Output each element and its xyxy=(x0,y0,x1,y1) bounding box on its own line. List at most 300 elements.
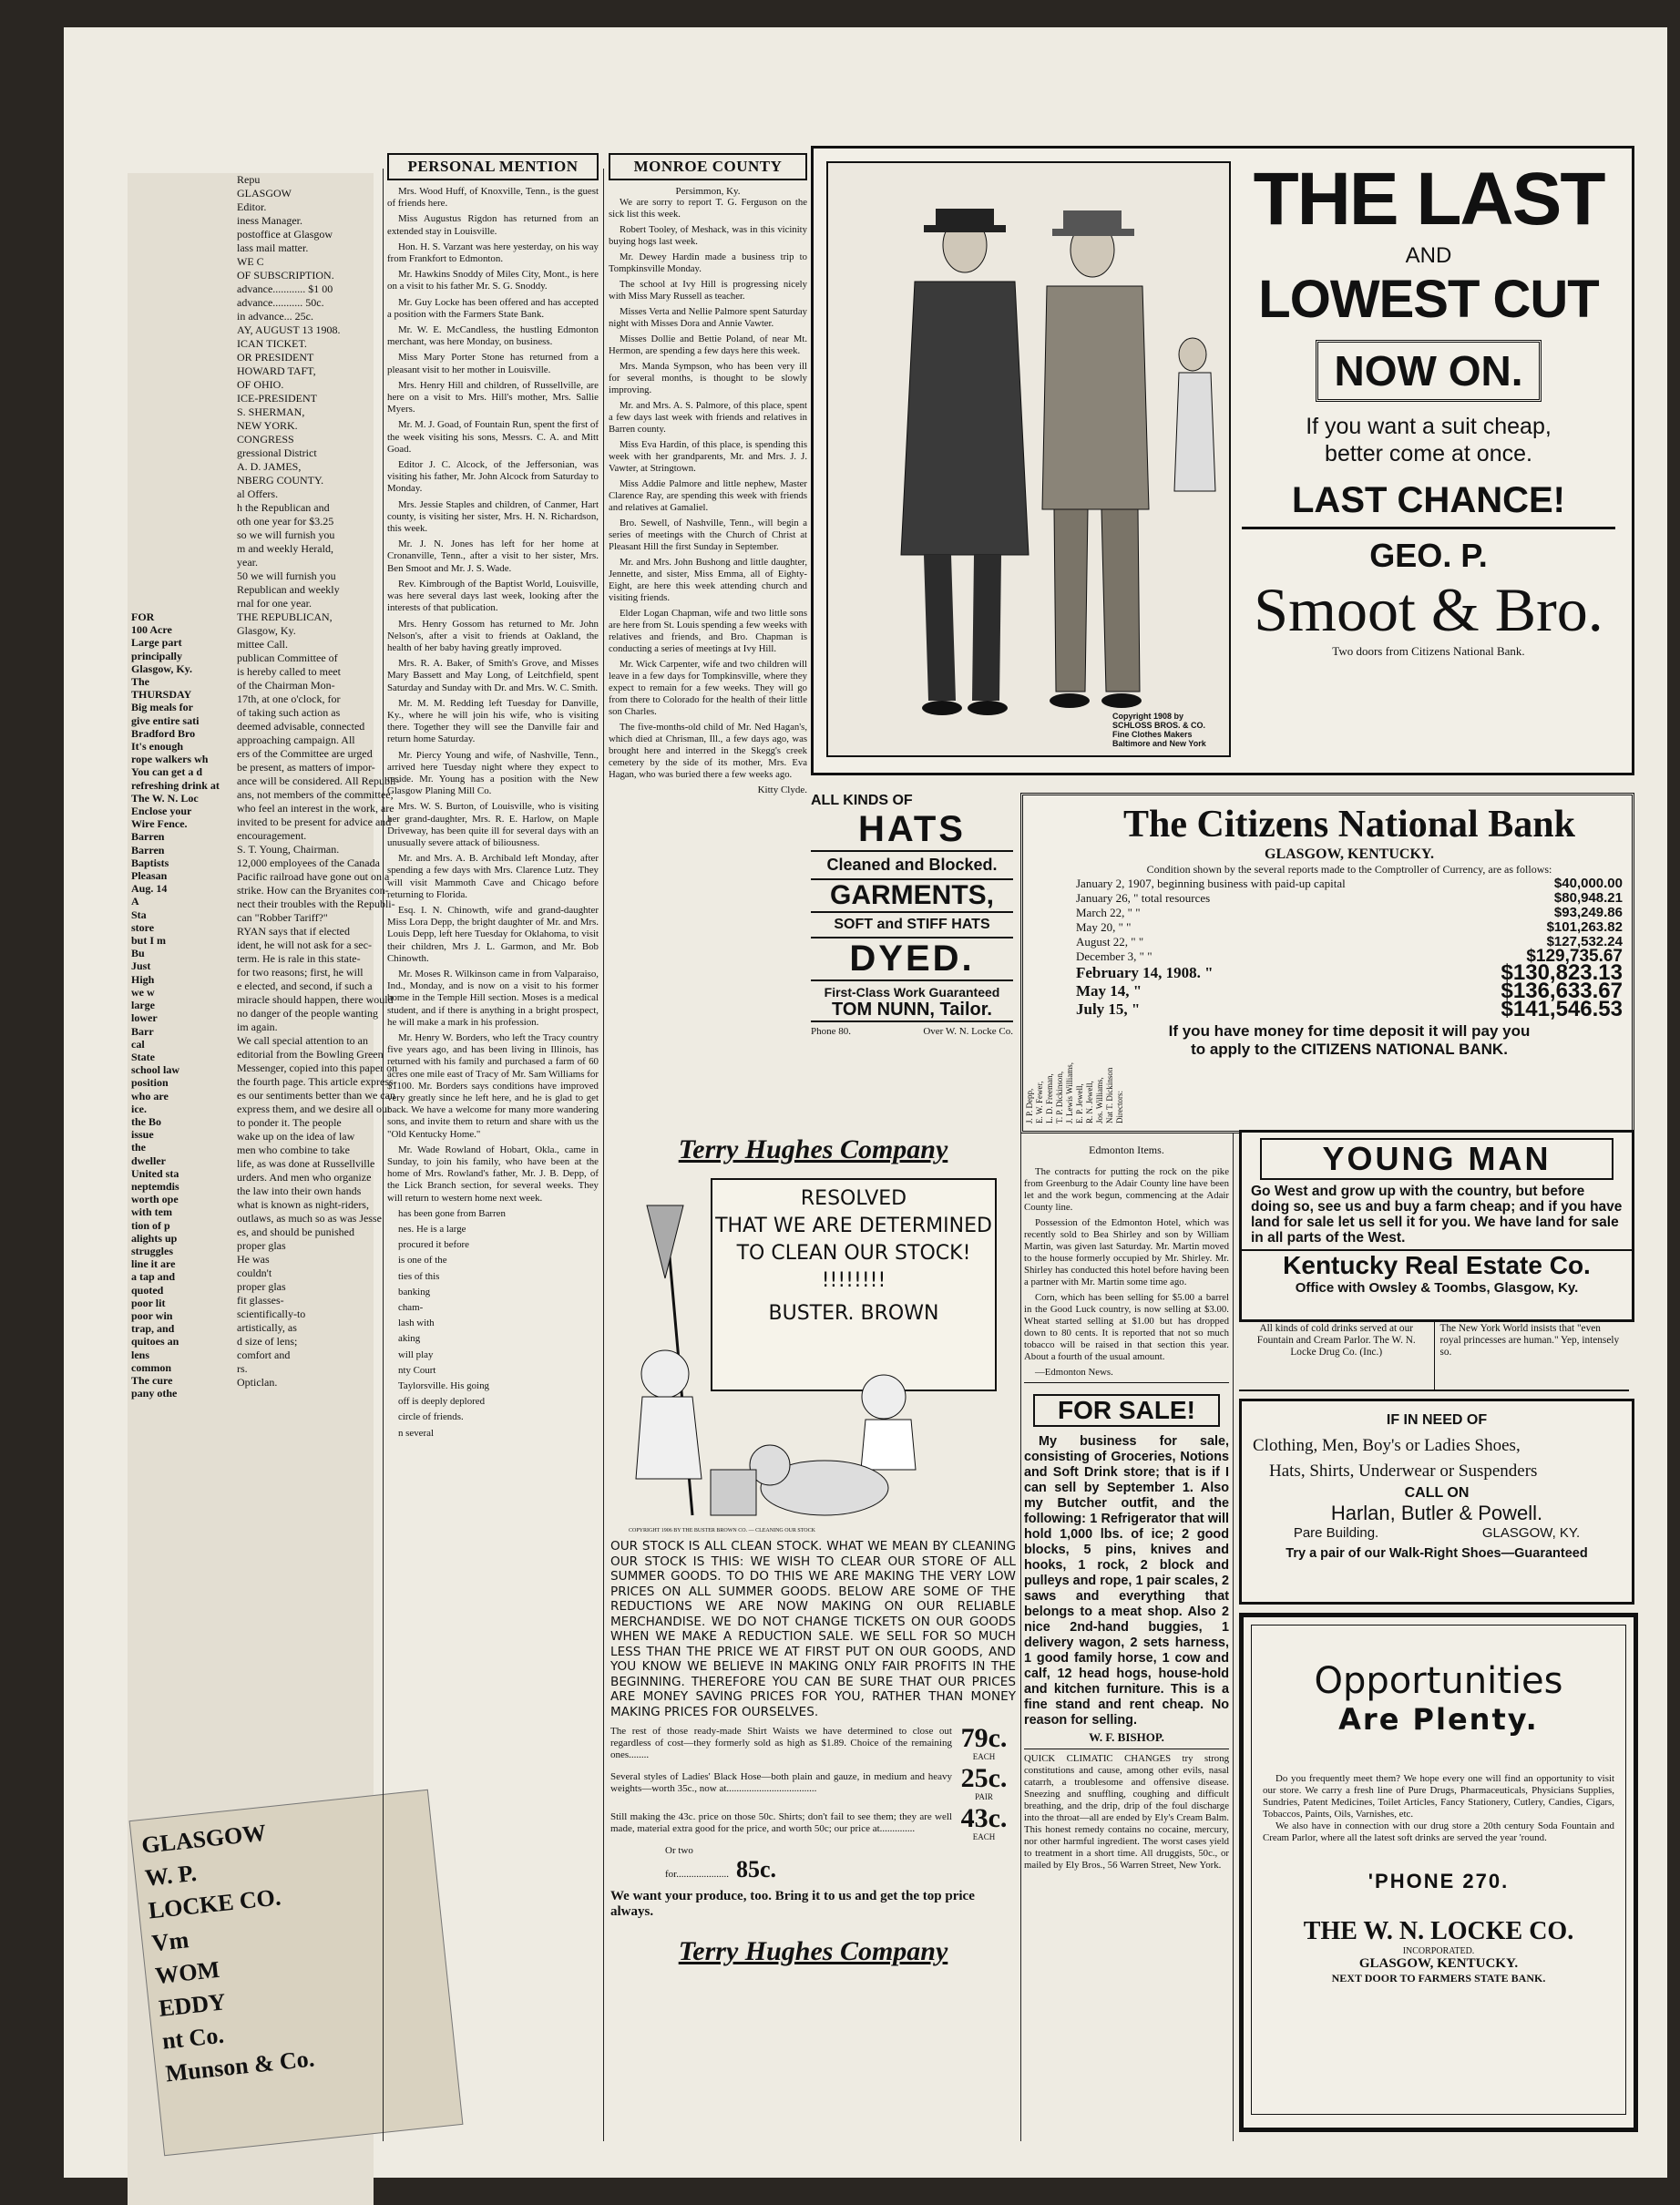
text-fragment: Vm xyxy=(150,1926,190,1957)
locke-body-2: We also have in connection with our drug store a 20th century Soda Fountain and Cream Parlor, where all the latest soft drinks are served the year 'round. xyxy=(1263,1820,1614,1843)
hats-phone: Phone 80. xyxy=(811,1026,851,1037)
newspaper-page xyxy=(64,27,1667,2178)
paragraph: Mr. Piercy Young and wife, of Nashville, Tenn., arrived here Tuesday night where they expect to reside. Mr. Young has a position with the New Glasgow Planing Mill Co. xyxy=(387,749,599,797)
two-men-in-suits-illustration xyxy=(828,163,1229,755)
text-fragment: Editor. xyxy=(237,200,267,213)
text-fragment: LOCKE CO. xyxy=(147,1883,282,1924)
text-fragment: Big meals for xyxy=(131,701,193,714)
bank-city: GLASGOW, KENTUCKY. xyxy=(1265,846,1434,862)
sign-line-4: !!!!!!!! xyxy=(821,1269,886,1292)
locke-phone: 'PHONE 270. xyxy=(1368,1870,1510,1892)
column-rule xyxy=(1233,1075,1234,2141)
text-fragment: postoffice at Glasgow xyxy=(237,228,333,241)
paragraph: Mrs. Henry Gossom has returned to Mr. John Nelson's, after a visit to friends at Oakland, the health of her baby having greatly improved. xyxy=(387,618,599,653)
text-fragment: neptemdis xyxy=(131,1179,179,1193)
text-fragment: It's enough xyxy=(131,740,184,754)
harlan-building: Pare Building. xyxy=(1293,1525,1379,1541)
bank-statement-table xyxy=(1076,877,1623,1019)
or-two-label: Or two xyxy=(665,1845,693,1856)
paragraph: Corn, which has been selling for $5.00 a barrel in the Good Luck country, is now selling at $3.00. Wheat started selling at $1.00 but has dropped down to 80 cents. It is reported that not so much tobacco will be raised in that section this year. About a fourth of the usual amount. xyxy=(1024,1292,1229,1362)
text-fragment: Large part xyxy=(131,636,182,650)
text-fragment: position xyxy=(131,1076,169,1090)
price-item xyxy=(610,1765,1016,1801)
text-fragment: approaching campaign. All xyxy=(237,733,355,746)
price-item-text: The rest of those ready-made Shirt Waists we have determined to close out regardless of cost—they formerly sold as high as $1.89. Choice of the remaining ones........ xyxy=(610,1725,952,1760)
text-fragment: Messenger, copied into this paper on xyxy=(237,1061,398,1074)
hats-line-5: SOFT and STIFF HATS xyxy=(834,917,990,932)
ad-and: AND xyxy=(1405,243,1452,268)
paragraph: Mr. M. J. Goad, of Fountain Run, spent the first of the week visiting his sons, Messrs. C. A. and Mitt Goad. xyxy=(387,419,599,455)
text-fragment: ans, not members of the committee, xyxy=(237,788,394,801)
paragraph: Mr. Moses R. Wilkinson came in from Valparaiso, Ind., Monday, and is now on a visit to his former home in the Temple Hill section. Moses is a medical student, and if there is anything in a bright prospect, he will make a mark in his profession. xyxy=(387,968,599,1028)
price-value: 79c. xyxy=(960,1723,1008,1753)
harlan-line-2: Clothing, Men, Boy's or Ladies Shoes, xyxy=(1253,1436,1521,1455)
paragraph: Miss Augustus Rigdon has returned from an extended stay in Louisville. xyxy=(387,213,599,237)
copyright-note: Copyright 1908 by SCHLOSS BROS. & CO. Fine Clothes Makers Baltimore and New York xyxy=(1112,712,1206,748)
hughes-logo-bottom: Terry Hughes Company xyxy=(678,1936,948,1966)
ad-title: THE LAST xyxy=(1253,158,1604,241)
text-fragment: miracle should happen, there would xyxy=(237,993,394,1006)
text-fragment: GLASGOW xyxy=(139,1819,268,1859)
bank-row-date: May 20, " " xyxy=(1076,920,1132,934)
text-fragment: Glasgow, Ky. xyxy=(237,624,296,637)
paragraph: procured it before xyxy=(398,1239,470,1251)
text-fragment: year. xyxy=(237,556,258,569)
bank-row xyxy=(1076,891,1623,906)
monroe-dateline: Persimmon, Ky. xyxy=(675,186,741,197)
text-fragment: CONGRESS xyxy=(237,433,294,446)
text-fragment: school law xyxy=(131,1063,180,1077)
text-fragment: J. Lewis Williams, xyxy=(1065,1062,1074,1123)
text-fragment: no danger of the people wanting xyxy=(237,1007,378,1020)
text-fragment: in advance... 25c. xyxy=(237,310,313,323)
text-fragment: line it are xyxy=(131,1257,176,1271)
bank-row-amount: $93,249.86 xyxy=(1553,905,1623,920)
bank-title: The Citizens National Bank xyxy=(1123,804,1575,846)
text-fragment: of the Chairman Mon- xyxy=(237,679,335,692)
paragraph: aking xyxy=(398,1333,421,1345)
price-item-text: Several styles of Ladies' Black Hose—both plain and gauze, in medium and heavy weights—worth 35c., now at.................................... xyxy=(610,1771,952,1794)
cold-drinks-note: All kinds of cold drinks served at our Fountain and Cream Parlor. The W. N. Locke Drug Co. (Inc.) xyxy=(1239,1321,1435,1390)
bank-footer-2: to apply to the CITIZENS NATIONAL BANK. xyxy=(1191,1041,1508,1058)
paragraph: nty Court xyxy=(398,1364,436,1376)
bank-row-amount: $141,546.53 xyxy=(1501,997,1623,1021)
ny-world-note: The New York World insists that "even royal princesses are human." Yep, intensely so. xyxy=(1439,1323,1620,1358)
young-man-header: YOUNG MAN xyxy=(1260,1138,1613,1180)
sign-line-2: THAT WE ARE DETERMINED xyxy=(715,1215,992,1237)
text-fragment: A. D. JAMES, xyxy=(237,460,302,473)
paragraph: off is deeply deplored xyxy=(398,1396,486,1408)
text-fragment: OF OHIO. xyxy=(237,378,284,391)
price-item xyxy=(610,1805,1016,1841)
text-fragment: NBERG COUNTY. xyxy=(237,474,324,487)
price-unit: EACH xyxy=(972,1832,996,1841)
harlan-line-5: Harlan, Butler & Powell. xyxy=(1330,1502,1543,1524)
column-rule xyxy=(383,169,384,2141)
text-fragment: Wire Fence. xyxy=(131,817,188,831)
text-fragment: who are xyxy=(131,1089,169,1102)
text-fragment: The xyxy=(131,675,150,689)
paragraph: circle of friends. xyxy=(398,1411,464,1423)
text-fragment: a tap and xyxy=(131,1270,176,1284)
text-fragment: Pleasan xyxy=(131,869,168,883)
bank-row-amount: $101,263.82 xyxy=(1546,919,1623,935)
text-fragment: Enclose your xyxy=(131,805,192,818)
text-fragment: Sta xyxy=(131,908,147,921)
text-fragment: GLASGOW xyxy=(237,187,292,200)
ad-line-1: If you want a suit cheap, xyxy=(1306,414,1552,439)
text-fragment: advance........... 50c. xyxy=(237,296,324,309)
text-fragment: THURSDAY xyxy=(131,688,192,702)
text-fragment: worth ope xyxy=(131,1193,179,1206)
text-fragment: strike. How can the Bryanites con- xyxy=(237,884,389,897)
paragraph: Robert Tooley, of Meshack, was in this vicinity buying hogs last week. xyxy=(609,224,807,247)
text-fragment: with tem xyxy=(131,1205,172,1219)
text-fragment: THE REPUBLICAN, xyxy=(237,610,333,623)
ad-address: Two doors from Citizens National Bank. xyxy=(1332,644,1525,658)
text-fragment: AY, AUGUST 13 1908. xyxy=(237,323,341,336)
monroe-signature: Kitty Clyde. xyxy=(757,785,807,795)
young-man-ad xyxy=(1239,1130,1634,1322)
hughes-price-list xyxy=(610,1725,1016,1841)
text-fragment: Munson & Co. xyxy=(164,2045,316,2087)
text-fragment: but I m xyxy=(131,934,167,948)
text-fragment: W. P. xyxy=(143,1859,199,1892)
text-fragment: J. P. Depp, xyxy=(1025,1088,1034,1123)
text-fragment: issue xyxy=(131,1128,154,1142)
for-sale-signature: W. F. BISHOP. xyxy=(1089,1730,1164,1744)
text-fragment: refreshing drink at xyxy=(131,778,220,792)
price-value: 43c. xyxy=(960,1803,1008,1833)
pair-price: 85c. xyxy=(735,1856,777,1882)
personal-mention-body xyxy=(387,186,599,1440)
text-fragment: FOR xyxy=(131,610,155,623)
text-fragment: Barr xyxy=(131,1024,154,1038)
paragraph: Mr. Wade Rowland of Hobart, Okla., came in Sunday, to join his family, who have been at the home of Mrs. Rowland's father, Mr. J. B. Depp, of the Lick Branch section, for several weeks. They will return to western home next week. xyxy=(387,1144,599,1204)
text-fragment: ice. xyxy=(131,1102,147,1115)
text-fragment: express them, and we desire all our xyxy=(237,1102,391,1115)
paragraph: is one of the xyxy=(398,1255,447,1267)
text-fragment: term. He is rale in this state- xyxy=(237,952,361,965)
text-fragment: Republican and weekly xyxy=(237,583,340,596)
monroe-county-column xyxy=(609,153,807,1119)
paragraph: Mr. and Mrs. A. B. Archibald left Monday, after spending a few days with Mrs. Clarence Lutz. They will visit Mammoth Cave and Chicago before returning to Florida. xyxy=(387,853,599,900)
text-fragment: we w xyxy=(131,985,155,999)
bank-row-date: February 14, 1908. " xyxy=(1076,964,1214,981)
young-man-body: Go West and grow up with the country, but before doing so, see us and buy a farm cheap; and if you have land for sale let us sell it for you. We have land for sale in all parts of the West. xyxy=(1251,1184,1623,1246)
text-fragment: Aug. 14 xyxy=(131,882,168,896)
bank-row-amount: $136,633.67 xyxy=(1501,979,1623,1003)
text-fragment: common xyxy=(131,1360,171,1374)
last-chance: LAST CHANCE! xyxy=(1292,480,1565,520)
paragraph: The five-months-old child of Mr. Ned Hagan's, which died at Chrisman, Ill., a few days ago, was brought here and interred in the Skegg's creek cemetery by the side of its mother, Mrs. Eva Hagan, who was buried there a few weeks ago. xyxy=(609,722,807,780)
text-fragment: Pacific railroad have gone out on a xyxy=(237,870,390,883)
text-fragment: editorial from the Bowling Green xyxy=(237,1048,384,1061)
text-fragment: iness Manager. xyxy=(237,214,302,227)
paragraph: Mr. and Mrs. John Bushong and little daughter, Jennette, and sister, Miss Emma, all of Eighty-Eight, are here this week attending church and visiting friends. xyxy=(609,557,807,603)
paragraph: Editor J. C. Alcock, of the Jeffersonian, was visiting his father, Mr. John Alcock from Saturday to Monday. xyxy=(387,459,599,495)
paragraph: Mr. W. E. McCandless, the hustling Edmonton merchant, was here Monday, on business. xyxy=(387,324,599,348)
text-fragment: Nat T. Dickinson xyxy=(1105,1067,1114,1123)
text-fragment: 12,000 employees of the Canada xyxy=(237,856,380,869)
text-fragment: deemed advisable, connected xyxy=(237,720,365,733)
text-fragment: urders. And men who organize xyxy=(237,1171,372,1184)
text-fragment: rnal for one year. xyxy=(237,597,312,610)
text-fragment: for two reasons; first, he will xyxy=(237,966,364,979)
paragraph: has been gone from Barren xyxy=(398,1207,506,1219)
text-fragment: comfort and xyxy=(237,1349,291,1361)
text-fragment: Bradford Bro xyxy=(131,726,196,740)
text-fragment: E. W. Fewer, xyxy=(1035,1081,1044,1123)
text-fragment: OR PRESIDENT xyxy=(237,351,314,364)
text-fragment: poor win xyxy=(131,1308,173,1322)
hughes-body: OUR STOCK IS ALL CLEAN STOCK. WHAT WE MEAN BY CLEANING OUR STOCK IS THIS: WE WISH TO CLEAR OUR STORE OF ALL SUMMER GOODS. TO DO THIS WE ARE MAKING THE VERY LOW PRICES ON ALL SUMMER GOODS. BELOW ARE SOME OF THE REDUCTIONS WE ARE NOW MAKING ON OUR RELIABLE MERCHANDISE. WE DO NOT CHANGE TICKETS ON OUR GOODS WHEN WE MAKE A REDUCTION SALE. WE SELL FOR SO MUCH LESS THAN THE PRICE WE AT FIRST PUT ON OUR GOODS, AND YOU KNOW WE BELIEVE IN MAKING ONLY FAIR PROFITS IN THE BEGINNING. THEREFORE YOU CAN BE SURE THAT OUR PRICES ARE MONEY SAVING PRICES FOR YOU, RATHER THAN MONEY MAKING PRICES FOR OURSELVES. xyxy=(610,1539,1016,1719)
text-fragment: WE C xyxy=(237,255,264,268)
paragraph: The contracts for putting the rock on the pike from Greenburg to the Adair County line have been let and the work begun, commencing at the Adair County line. xyxy=(1024,1166,1229,1213)
harlan-butler-ad xyxy=(1239,1399,1634,1605)
bank-intro: Condition shown by the several reports made to the Comptroller of Currency, are as follows: xyxy=(1146,863,1552,876)
text-fragment: advance............ $1 00 xyxy=(237,282,333,295)
text-fragment: lass mail matter. xyxy=(237,241,309,254)
price-unit: PAIR xyxy=(975,1792,993,1801)
paragraph: Hon. H. S. Varzant was here yesterday, on his way from Frankfort to Edmonton. xyxy=(387,241,599,265)
paragraph: Mrs. Jessie Staples and children, of Canmer, Hart county, is visiting her sister, Mrs. H. N. Richardson, this week. xyxy=(387,498,599,535)
text-fragment: Baptists xyxy=(131,856,169,869)
paragraph: Mrs. Wood Huff, of Knoxville, Tenn., is the guest of friends here. xyxy=(387,186,599,210)
text-fragment: artistically, as xyxy=(237,1321,297,1334)
text-fragment: HOWARD TAFT, xyxy=(237,364,316,377)
ad-line-2: better come at once. xyxy=(1325,441,1532,467)
paragraph: Mr. Hawkins Snoddy of Miles City, Mont., is here on a visit to his father Mr. S. G. Snoddy. xyxy=(387,269,599,292)
locke-incorporated: INCORPORATED. xyxy=(1402,1946,1475,1956)
text-fragment: the Bo xyxy=(131,1114,161,1128)
paragraph: Mrs. Manda Sympson, who has been very ill for several months, is thought to be slowly improving. xyxy=(609,361,807,395)
text-fragment: ICAN TICKET. xyxy=(237,337,307,350)
smoot-ad-text xyxy=(1242,158,1615,659)
text-fragment: ance will be considered. All Republi- xyxy=(237,774,400,787)
bank-row-amount: $127,532.24 xyxy=(1546,934,1623,949)
text-fragment: what is known as night-riders, xyxy=(237,1198,369,1211)
locke-firm: THE W. N. LOCKE CO. xyxy=(1303,1917,1574,1945)
text-fragment: Bu xyxy=(131,947,145,960)
text-fragment: Barren xyxy=(131,830,165,844)
text-fragment: to ponder it. The people xyxy=(237,1116,342,1129)
bank-row-date: May 14, " xyxy=(1076,982,1142,1000)
text-fragment: invited to be present for advice and xyxy=(237,815,392,828)
firm-line-1: GEO. P. xyxy=(1369,537,1488,574)
text-fragment: E. P. Jewell, xyxy=(1075,1083,1084,1123)
paragraph: Possession of the Edmonton Hotel, which was recently sold to Bea Shirley and son by William Martin, was given last Saturday. Mr. Martin moved to the house formerly occupied by Mr. Shirley. Mr. Shirley has conducted this hotel before having been a partner with Mr. Martin some time ago. xyxy=(1024,1217,1229,1287)
text-fragment: EDDY xyxy=(157,1988,228,2022)
paragraph: ties of this xyxy=(398,1270,440,1282)
paragraph: will play xyxy=(398,1349,434,1360)
paragraph: Bro. Sewell, of Nashville, Tenn., will begin a series of meetings with the Church of Christ at Pleasant Hill the first Sunday in September. xyxy=(609,518,807,552)
hughes-copyright: COPYRIGHT 1906 BY THE BUSTER BROWN CO. — CLEANING OUR STOCK xyxy=(629,1528,815,1533)
paragraph: Mr. Dewey Hardin made a business trip to Tompkinsville Monday. xyxy=(609,251,807,274)
text-fragment: T. P. Dickinson, xyxy=(1055,1071,1064,1123)
text-fragment: RYAN says that if elected xyxy=(237,925,350,938)
young-man-office: Office with Owsley & Toombs, Glasgow, Ky. xyxy=(1295,1280,1579,1296)
column-rule xyxy=(1020,1075,1021,2141)
text-fragment: 100 Acre xyxy=(131,623,172,637)
paragraph: lash with xyxy=(398,1318,435,1329)
text-fragment: es, and should be punished xyxy=(237,1226,354,1238)
for-sale-header: FOR SALE! xyxy=(1033,1394,1220,1427)
for-sale-body: My business for sale, consisting of Groceries, Notions and Soft Drink store; that is if I can sell by September 1. Also my Butcher outfit, and the following: 1 Refrigerator that will hold 1,000 lbs. of ice; 2 good blocks, 5 pins, knives and hooks, 1 rock, 2 block and pulleys and rope, 1 pair scales, 2 saws and everything that belongs to a meat shop. Also 2 nice 2nd-hand buggies, 1 delivery wagon, 2 sets harness, 1 good family horse, 1 cow and calf, 12 head hogs, house-hold and kitchen furniture. This is a fine stand and rent cheap. No reason for selling. xyxy=(1024,1434,1229,1728)
text-fragment: 17th, at one o'clock, for xyxy=(237,692,341,705)
hughes-produce: We want your produce, too. Bring it to us and get the top price always. xyxy=(610,1889,975,1919)
locke-co-ad xyxy=(1239,1613,1638,2132)
monroe-county-header: MONROE COUNTY xyxy=(609,153,807,180)
locke-city: GLASGOW, KENTUCKY. xyxy=(1358,1956,1519,1971)
text-fragment: nect their troubles with the Republi- xyxy=(237,897,395,910)
bank-row-date: August 22, " " xyxy=(1076,935,1144,949)
paragraph: Mr. Henry W. Borders, who left the Tracy country five years ago, and has been living in Illinois, has returned with his family and purchased a farm of 60 acres one mile east of Tracy of Mr. Sam Williams for $1100. Mr. Borders says conditions have improved very greatly since he left here, and he is glad to get back. We have a welcome for many more wandering sons, and invite them to return and share with us the "Old Kentucky Home." xyxy=(387,1032,599,1140)
locke-next-door: NEXT DOOR TO FARMERS STATE BANK. xyxy=(1331,1972,1546,1984)
text-fragment: United sta xyxy=(131,1166,179,1180)
text-fragment: oth one year for $3.25 xyxy=(237,515,334,528)
text-fragment: Just xyxy=(131,959,151,973)
text-fragment: who feel an interest in the work, are xyxy=(237,802,394,815)
paragraph: The school at Ivy Hill is progressing nicely with Miss Mary Russell as teacher. xyxy=(609,279,807,302)
harlan-line-1: IF IN NEED OF xyxy=(1386,1412,1488,1428)
text-fragment: Jos. Williams, xyxy=(1095,1077,1104,1123)
hats-line-7: First-Class Work Guaranteed xyxy=(824,985,1000,1000)
personal-mention-header: PERSONAL MENTION xyxy=(387,153,599,180)
text-fragment: nt Co. xyxy=(160,2021,226,2055)
price-value: 25c. xyxy=(960,1763,1008,1793)
text-fragment: m and weekly Herald, xyxy=(237,542,333,555)
paragraph: Taylorsville. His going xyxy=(398,1380,489,1392)
bank-row xyxy=(1076,997,1623,1021)
paragraph: Miss Mary Porter Stone has returned from a pleasant visit to her mother in Louisville. xyxy=(387,352,599,375)
text-fragment: large xyxy=(131,999,155,1012)
paragraph: cham- xyxy=(398,1302,424,1314)
paragraph: Misses Verta and Nellie Palmore spent Saturday night with Misses Dora and Annie Vawter. xyxy=(609,306,807,329)
text-fragment: mittee Call. xyxy=(237,638,288,651)
price-unit: EACH xyxy=(972,1752,996,1761)
text-fragment: Repu xyxy=(237,173,261,186)
text-fragment: so we will furnish you xyxy=(237,528,335,541)
paragraph: Mr. J. N. Jones has left for her home at Cronanville, Tenn., after a visit to her sister, Mrs. Ben Smoot and Mr. J. S. Wade. xyxy=(387,538,599,574)
text-fragment: The cure xyxy=(131,1373,173,1387)
citizens-bank-ad xyxy=(1020,793,1634,1133)
bank-row-date: December 3, " " xyxy=(1076,949,1152,963)
bank-row xyxy=(1076,920,1623,935)
text-fragment: 50 we will furnish you xyxy=(237,569,336,582)
text-fragment: of taking such action as xyxy=(237,706,341,719)
paragraph: Mr. M. M. Redding left Tuesday for Danville, Ky., where he will join his wife, who is visiting there. Together they will see the Danville fair and return home Saturday. xyxy=(387,697,599,745)
text-fragment: dweller xyxy=(131,1154,166,1167)
text-fragment: You can get a d xyxy=(131,765,203,779)
text-fragment: State xyxy=(131,1050,155,1063)
text-fragment: the fourth page. This article express- xyxy=(237,1075,397,1088)
text-fragment: NEW YORK. xyxy=(237,419,298,432)
text-fragment: fit glasses- xyxy=(237,1294,284,1307)
text-fragment: e elected, and second, if such a xyxy=(237,979,373,992)
text-fragment: WOM xyxy=(154,1955,221,1990)
bank-row-amount: $130,823.13 xyxy=(1501,960,1623,985)
paragraph: Miss Eva Hardin, of this place, is spending this week with her grandparents, Mr. and Mrs. J. J. Vawter, at Stringtown. xyxy=(609,439,807,474)
paragraph: Mr. Wick Carpenter, wife and two children will leave in a few days for Tompkinsville, where they expect to remain for a few weeks. They will go from there to Colorado for the health of their little son Charles. xyxy=(609,659,807,717)
text-fragment: h the Republican and xyxy=(237,501,330,514)
hats-line-4: GARMENTS, xyxy=(811,878,1013,913)
paragraph: We are sorry to report T. G. Ferguson on the sick list this week. xyxy=(609,197,807,220)
price-item xyxy=(610,1725,1016,1761)
text-fragment: Glasgow, Ky. xyxy=(131,662,193,675)
text-fragment: He was xyxy=(237,1253,270,1266)
price-item-text: Still making the 43c. price on those 50c. Shirts; don't fail to see them; they are well made, material extra good for the price, and worth 50c; our price at.............. xyxy=(610,1811,952,1834)
text-fragment: Barren xyxy=(131,843,165,856)
text-fragment: outlaws, as much so as was Jesse xyxy=(237,1212,382,1225)
text-fragment: quoted xyxy=(131,1283,164,1297)
left-edge-fragments xyxy=(131,610,236,1400)
paragraph: nes. He is a large xyxy=(398,1224,466,1236)
text-fragment: alights up xyxy=(131,1231,178,1245)
text-fragment: wake up on the idea of law xyxy=(237,1130,355,1143)
paragraph: Esq. I. N. Chinowth, wife and grand-daughter Miss Lora Depp, the bright daughter of Mr. and Mrs. Louis Depp, left here Tuesday for Oklahoma, to visit their children, Mrs J. L. Garmon, and Mr. Bob Chinowth. xyxy=(387,904,599,964)
paragraph: n several xyxy=(398,1427,435,1439)
text-fragment: im again. xyxy=(237,1020,278,1033)
text-fragment: rope walkers wh xyxy=(131,753,209,766)
locke-heading-2: Are Plenty. xyxy=(1338,1702,1539,1737)
text-fragment: S. SHERMAN, xyxy=(237,405,305,418)
buster-brown-illustration xyxy=(610,1169,1016,1533)
text-fragment: ICE-PRESIDENT xyxy=(237,392,317,405)
sign-line-1: RESOLVED xyxy=(800,1187,907,1210)
text-fragment: principally xyxy=(131,649,183,662)
text-fragment: rs. xyxy=(237,1362,248,1375)
hughes-logo: Terry Hughes Company xyxy=(678,1134,948,1164)
text-fragment: R. N. Jewell, xyxy=(1085,1081,1094,1123)
hats-line-3: Cleaned and Blocked. xyxy=(826,856,998,874)
text-fragment: ers of the Committee are urged xyxy=(237,747,373,760)
text-fragment: proper glas xyxy=(237,1280,286,1293)
paragraph: Mr. Guy Locke has been offered and has accepted a position with the Farmers State Bank. xyxy=(387,296,599,320)
text-fragment: al Offers. xyxy=(237,487,279,500)
suit-illustration xyxy=(826,161,1231,757)
bank-row xyxy=(1076,877,1623,891)
paragraph: Misses Dollie and Bettie Poland, of near Mt. Hermon, are spending a few days here this week. xyxy=(609,333,807,356)
text-fragment: trap, and xyxy=(131,1322,175,1336)
paragraph: Rev. Kimbrough of the Baptist World, Louisville, was here several days last week, looking after the interests of that publication. xyxy=(387,578,599,614)
text-fragment: L. D. Freeman, xyxy=(1045,1073,1054,1123)
text-fragment: ident, he will not ask for a sec- xyxy=(237,938,372,951)
text-fragment: men who combine to take xyxy=(237,1144,350,1156)
text-fragment: encouragement. xyxy=(237,829,307,842)
hats-line-6: DYED. xyxy=(811,937,1013,981)
bank-row-amount: $129,735.67 xyxy=(1526,947,1623,966)
paragraph: Elder Logan Chapman, wife and two little sons are here from St. Louis spending a few weeks with relatives and friends, and Bro. Chapman is conducting a series of meetings at Ivy Hill. xyxy=(609,608,807,654)
hats-line-1: ALL KINDS OF xyxy=(811,793,913,808)
text-fragment: OF SUBSCRIPTION. xyxy=(237,269,334,282)
bank-footer-1: If you have money for time deposit it will pay you xyxy=(1168,1022,1531,1040)
smoot-ad xyxy=(811,146,1634,775)
text-fragment: cal xyxy=(131,1037,145,1051)
text-fragment: struggles xyxy=(131,1244,173,1257)
for-label: for..................... xyxy=(665,1869,729,1880)
text-fragment: proper glas xyxy=(237,1239,286,1252)
text-fragment: Opticlan. xyxy=(237,1376,278,1389)
bank-row xyxy=(1076,906,1623,920)
text-fragment: store xyxy=(131,920,155,934)
now-on-box: NOW ON. xyxy=(1316,340,1542,402)
edmonton-header: Edmonton Items. xyxy=(1089,1144,1164,1156)
text-fragment: es our sentiments better than we can xyxy=(237,1089,395,1102)
text-fragment: A xyxy=(131,895,139,908)
paragraph: Miss Addie Palmore and little nephew, Master Clarence Ray, are spending this week with friends and relatives at Gamaliel. xyxy=(609,478,807,513)
text-fragment: the law into their own hands xyxy=(237,1185,362,1197)
